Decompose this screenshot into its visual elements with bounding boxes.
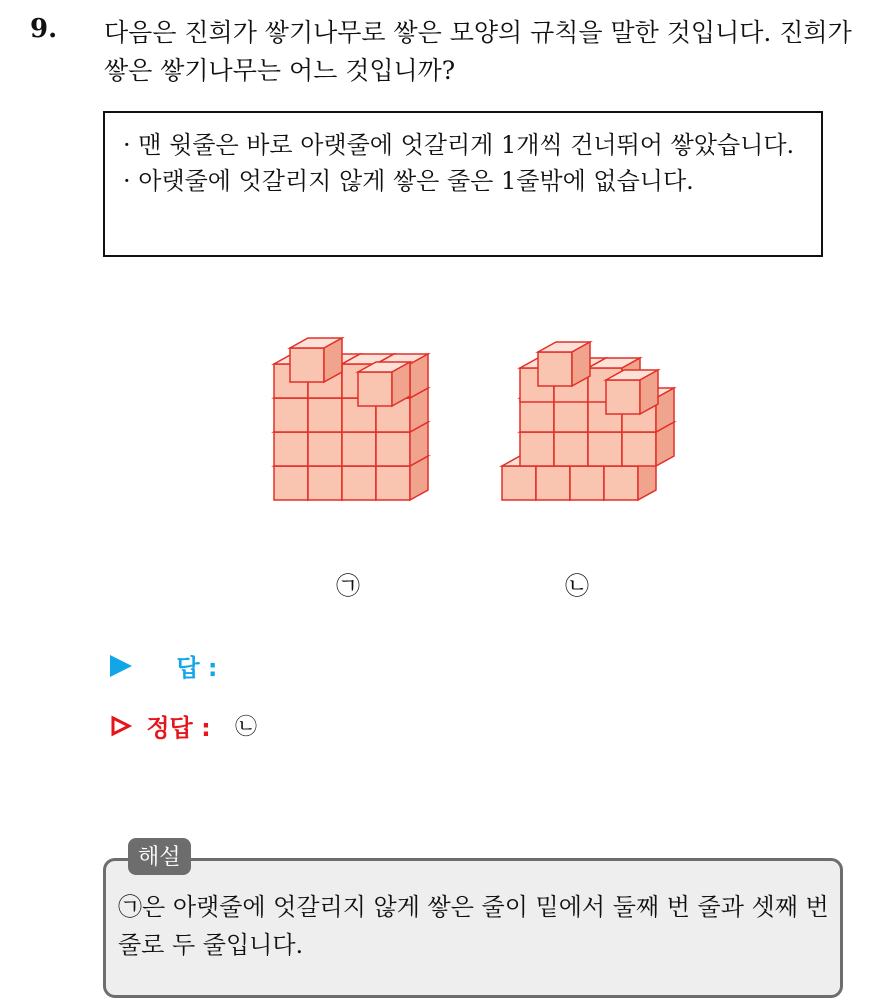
explanation-tag: 해설 [128, 838, 191, 875]
correct-answer-label: 정답 : [146, 714, 211, 742]
option-1-label: ㉠ [336, 572, 360, 600]
explanation-text: ㉠은 아랫줄에 엇갈리지 않게 쌓은 줄이 밑에서 둘째 번 줄과 셋째 번 줄로 두 줄입니다. [118, 893, 829, 959]
question-number: 9. [30, 14, 58, 44]
correct-answer-row [110, 708, 257, 743]
rule-box [103, 111, 823, 257]
answer-row [110, 648, 218, 683]
question-text: 다음은 진희가 쌓기나무로 쌓은 모양의 규칙을 말한 것입니다. 진희가 쌓은 쌓기나무는 어느 것입니까? [104, 18, 852, 85]
cube-figures [240, 320, 720, 600]
option-2-figure [502, 342, 674, 500]
option-2-label: ㉡ [565, 572, 589, 600]
rule-line-1: · 맨 윗줄은 바로 아랫줄에 엇갈리게 1개씩 건너뛰어 쌓았습니다. [123, 131, 795, 159]
correct-answer-value: ㉡ [235, 715, 258, 740]
rule-line-2: · 아랫줄에 엇갈리지 않게 쌓은 줄은 1줄밖에 없습니다. [123, 167, 694, 195]
answer-label: 답 : [176, 654, 218, 682]
outline-triangle-icon [110, 715, 132, 737]
option-1-figure [274, 338, 428, 500]
play-triangle-icon [110, 655, 132, 677]
